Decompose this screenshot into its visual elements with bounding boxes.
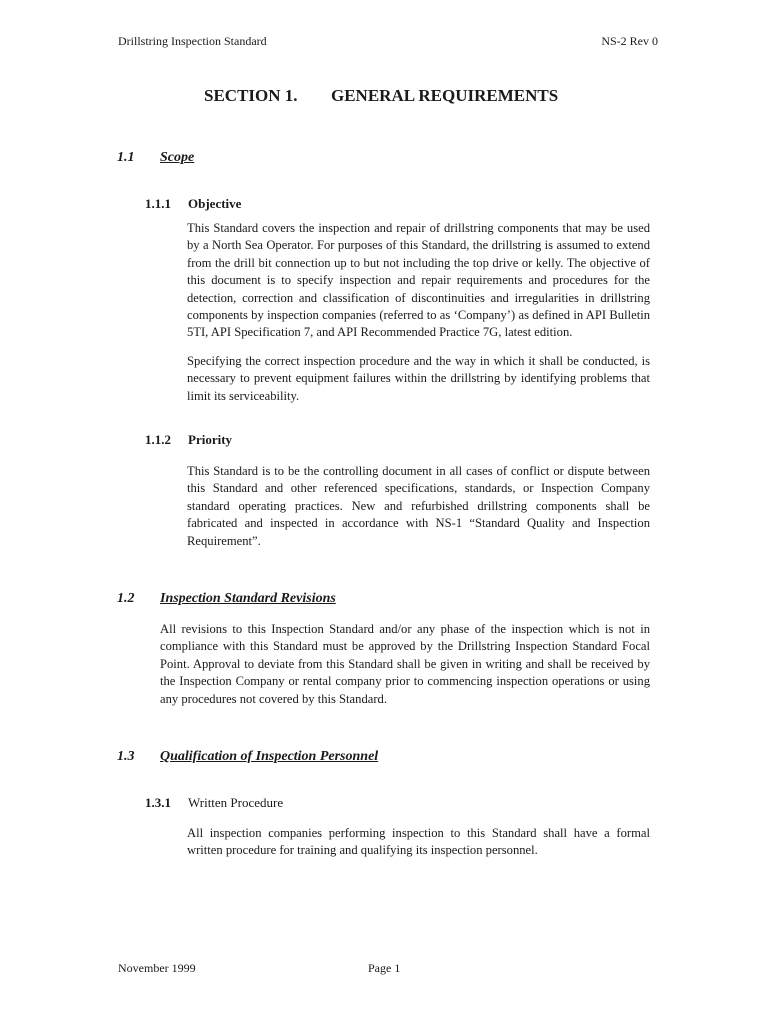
heading-1-1-number: 1.1: [117, 150, 135, 165]
heading-1-2-number: 1.2: [117, 591, 135, 606]
footer-date: November 1999: [118, 961, 196, 975]
objective-paragraph-2: Specifying the correct inspection procedure and the way in which it shall be conducted, is necessary to prevent equipment failures within the drillstring by identifying problems that limit its serviceability.: [187, 354, 650, 403]
heading-1-1-1-title: Objective: [188, 196, 242, 211]
heading-1-3-title: Qualification of Inspection Personnel: [160, 749, 379, 764]
heading-1-2-title: Inspection Standard Revisions: [160, 591, 336, 606]
priority-paragraph: This Standard is to be the controlling document in all cases of conflict or dispute between this Standard and other referenced specifications, standards, or Inspection Company standard operating practices. New and refurbished drillstring components shall be fabricated and inspected in accordance with NS-1 “Standard Quality and Inspection Requirement”.: [187, 464, 650, 548]
footer-page-number: Page 1: [368, 961, 401, 975]
header-right: NS-2 Rev 0: [601, 34, 658, 48]
section-title: GENERAL REQUIREMENTS: [331, 86, 559, 105]
objective-paragraph-1: This Standard covers the inspection and repair of drillstring components that may be used by a North Sea Operator. For purposes of this Standard, the drillstring is assumed to extend from the drill bit connection up to but not including the top drive or kelly. The objective of this document is to specify inspection and repair requirements and procedures for the detection, correction and classification of discontinuities and irregularities in drillstring components by inspection companies (referred to as ‘Company’) as defined in API Bulletin 5TI, API Specification 7, and API Recommended Practice 7G, latest edition.: [187, 221, 650, 340]
heading-1-1-title: Scope: [160, 150, 195, 165]
heading-1-3-number: 1.3: [117, 749, 135, 764]
heading-1-3-1-number: 1.3.1: [145, 795, 171, 810]
heading-1-3-1-title: Written Procedure: [188, 795, 284, 810]
written-procedure-paragraph: All inspection companies performing inspection to this Standard shall have a formal written procedure for training and qualifying its inspection personnel.: [187, 826, 650, 858]
section-number: SECTION 1.: [204, 86, 298, 105]
heading-1-1-2-title: Priority: [188, 432, 233, 447]
header-left: Drillstring Inspection Standard: [118, 34, 267, 48]
revisions-paragraph: All revisions to this Inspection Standard and/or any phase of the inspection which is not in compliance with this Standard must be approved by the Drillstring Inspection Standard Focal Point. Approval to deviate from this Standard shall be given in writing and shall be received by the Inspection Company or rental company prior to commencing inspection operations or using any procedures not covered by this Standard.: [160, 622, 650, 706]
heading-1-1-2-number: 1.1.2: [145, 432, 171, 447]
heading-1-1-1-number: 1.1.1: [145, 196, 171, 211]
